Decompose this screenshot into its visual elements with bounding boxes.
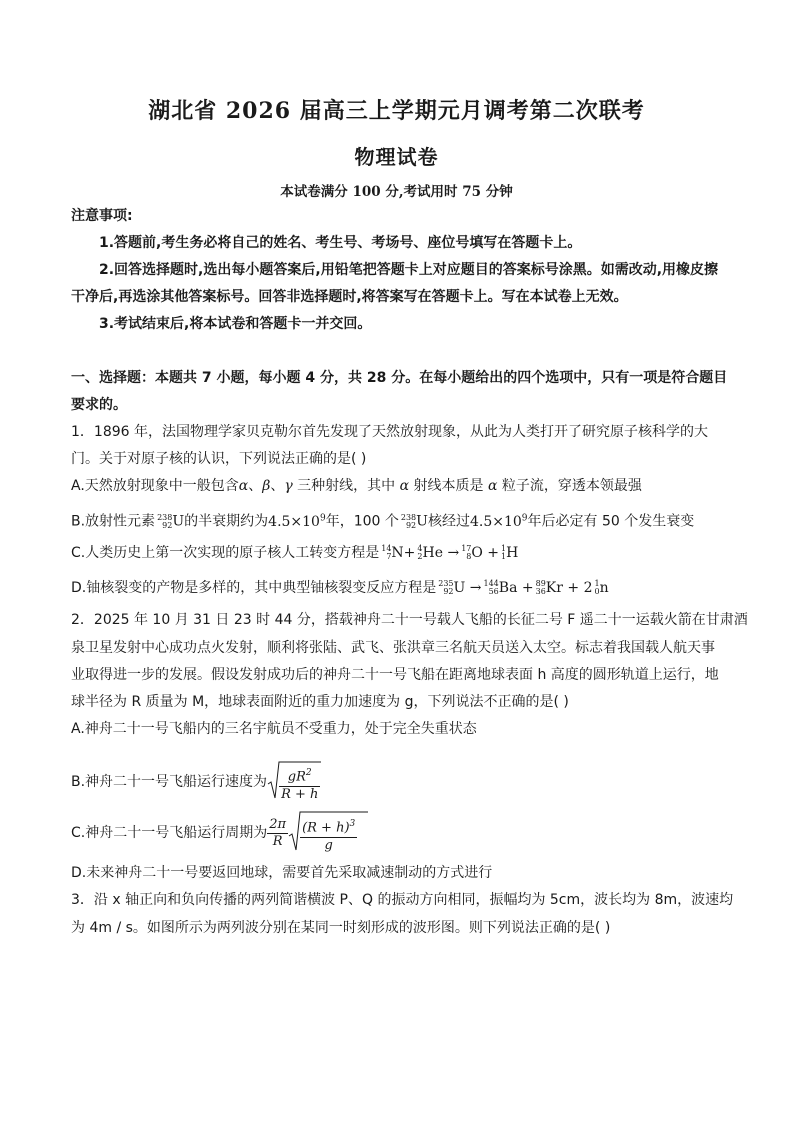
q1-b-text4: 核经过 [427,513,470,530]
q1-option-a: A.天然放射现象中一般包含α、β、γ 三种射线，其中 α 射线本质是 α 粒子流，穿透本领最强 [71,478,642,494]
q2-stem-line3: 业取得进一步的发展。假设发射成功后的神舟二十一号飞船在距离地球表面 h 高度的圆形轨道上运行，地 [71,667,719,683]
q1-a-text3: 射线本质是 [413,478,484,494]
q3-stem-line1: 3．沿 x 轴正向和负向传播的两列简谐横波 P、Q 的振动方向相同，振幅均为 5cm，波长均为 8m，波速均 [71,892,734,908]
q1-a-text4: 粒子流，穿透本领最强 [501,478,642,494]
q1-option-b: B.放射性元素 238 92 U的半衰期约为$4.5\times 10^9$年，100 个 238 92 U核经过$4.5\times 10^9$年后必定有 50 个发生衰变 [71,512,695,530]
q1-stem-line1: 1．1896 年，法国物理学家贝克勒尔首先发现了天然放射现象，从此为人类打开了研究原子核科学的大 [71,424,708,440]
q2-stem-line2: 泉卫星发射中心成功点火发射，顺利将张陆、武飞、张洪章三名航天员送入太空。标志着我国载人航天事 [71,640,715,656]
q2-option-d: D.未来神舟二十一号要返回地球，需要首先采取减速制动的方式进行 [71,865,493,881]
sqrt-gr2-over-rh: $\frac{gR^2}{R + h}$ [267,760,320,804]
q2-option-c [71,810,731,856]
exam-subject: 物理试卷 [354,145,439,169]
q1-b-text5: 年后必定有 50 个发生衰变 [527,513,695,530]
q1-b-text3: 年，100 个 [325,513,399,530]
q3-stem-line2: 为 4m / s。如图所示为两列波分别在某同一时刻形成的波形图。则下列说法正确的是( ) [71,920,611,936]
two-pi-over-r: $\frac{2\pi}{R}$ [269,816,287,849]
q2-option-b [71,760,731,804]
q2-b-text: B.神舟二十一号飞船运行速度为 [71,774,268,790]
section1-heading-cont: 要求的。 [71,397,127,413]
q2-option-a: A.神舟二十一号飞船内的三名宇航员不受重力，处于完全失重状态 [71,721,477,737]
q1-b-text: B.放射性元素 [71,513,156,530]
notice-item-1: 1.答题前,考生务必将自己的姓名、考生号、考场号、座位号填写在答题卡上。 [99,235,582,251]
notice-item-2: 2.回答选择题时,选出每小题答案后,用铅笔把答题卡上对应题目的答案标号涂黑。如需改动,用橡皮擦 [99,262,719,278]
notice-item-3: 3.考试结束后,将本试卷和答题卡一并交回。 [99,316,372,332]
q1-a-text: A.天然放射现象中一般包含 [71,478,239,494]
q1-option-d: D.铀核裂变的产物是多样的，其中典型铀核裂变反应方程是 235 92 U → 144 56 Ba + 89 36 Kr + 2 1 0 n [71,579,609,596]
q1-stem-line2: 门。关于对原子核的认识，下列说法正确的是( ) [71,451,367,467]
exam-title: 湖北省 2026 届高三上学期元月调考第二次联考 [148,98,645,124]
uranium-238-symbol-2: 238 92 [400,512,417,530]
q2-stem-line4: 球半径为 R 质量为 M，地球表面附近的重力加速度为 g，下列说法不正确的是( ) [71,694,569,710]
uranium-238-symbol: 238 92 [157,512,173,530]
q1-a-text2: 三种射线，其中 [297,478,396,494]
q2-c-text: C.神舟二十一号飞船运行周期为 [71,825,268,841]
exam-info: 本试卷满分 100 分,考试用时 75 分钟 [280,184,513,200]
notice-item-2-cont: 干净后,再选涂其他答案标号。回答非选择题时,将答案写在答题卡上。写在本试卷上无效。 [71,289,628,305]
q1-b-text2: 的半衰期约为 [184,513,269,530]
q1-c-text: C.人类历史上第一次实现的原子核人工转变方程是 [71,545,380,561]
sqrt-rh3-over-g: $\frac{(R + h)^3}{g}$ [288,810,357,856]
q1-d-text: D.铀核裂变的产物是多样的，其中典型铀核裂变反应方程是 [71,580,437,596]
q1-option-c: C.人类历史上第一次实现的原子核人工转变方程是 14 7 N+ 4 2 He → 17 8 O + 1 1 H [71,544,519,561]
section1-heading: 一、选择题：本题共 7 小题，每小题 4 分，共 28 分。在每小题给出的四个选项中，只有一项是符合题目 [71,370,728,386]
notice-heading: 注意事项: [71,208,133,224]
q2-stem-line1: 2．2025 年 10 月 31 日 23 时 44 分，搭载神舟二十一号载人飞船的长征二号 F 遥二十一运载火箭在甘肃酒 [71,612,748,628]
